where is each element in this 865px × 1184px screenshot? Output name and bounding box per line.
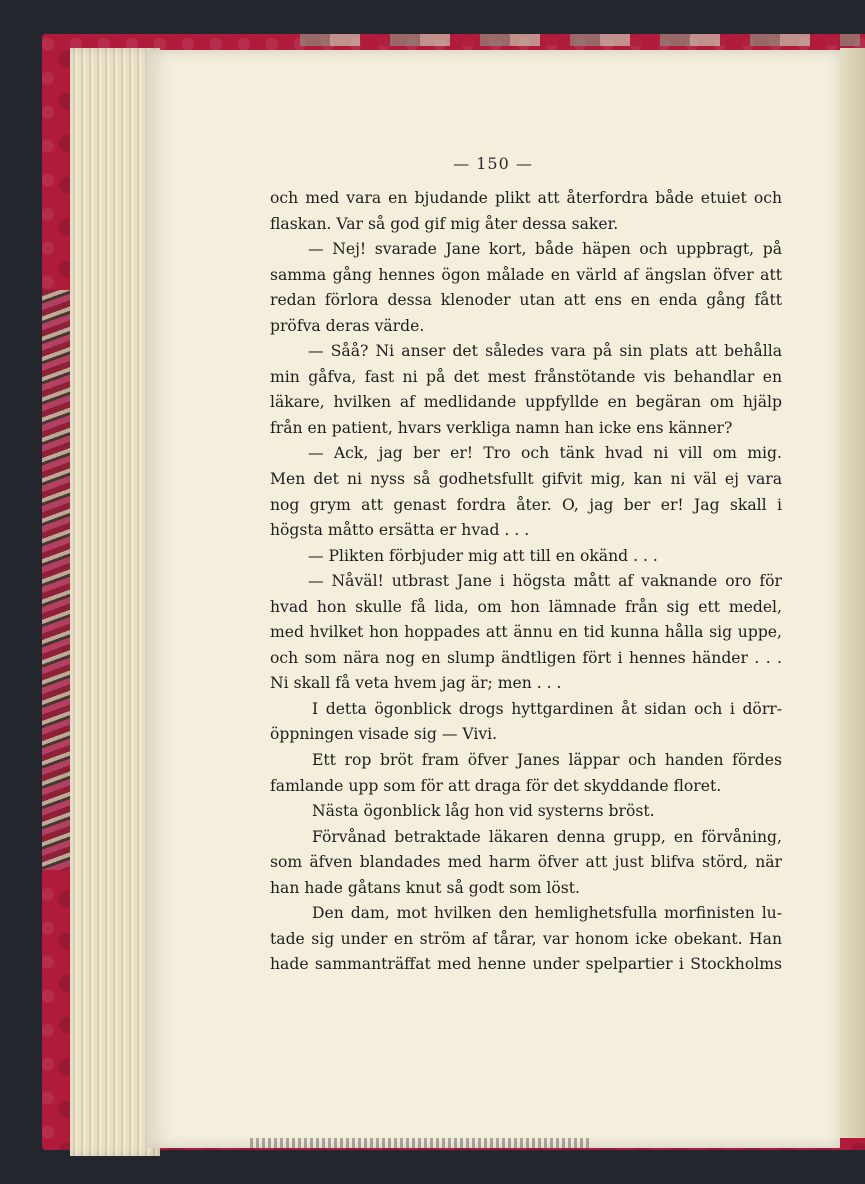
text-line: — Nej! svarade Jane kort, både häpen och uppbragt, på <box>308 240 782 259</box>
text-line: med hvilket hon hoppades att ännu en tid kunna hålla sig uppe, <box>270 623 782 642</box>
text-line: Men det ni nyss så godhetsfullt gifvit mig, kan ni väl ej vara <box>270 470 782 489</box>
text-line: — Plikten förbjuder mig att till en okänd . . . <box>308 546 658 565</box>
text-line: flaskan. Var så god gif mig åter dessa saker. <box>270 214 619 233</box>
page-number: — 150 — <box>453 154 533 173</box>
text-line: pröfva deras värde. <box>270 316 425 335</box>
text-line: nog grym att genast fordra åter. O, jag ber er! Jag skall i <box>270 495 782 514</box>
text-line: som äfven blandades med harm öfver att just blifva störd, när <box>270 853 782 872</box>
text-line: läkare, hvilken af medlidande uppfyllde en begäran om hjälp <box>270 393 782 412</box>
book-page <box>146 50 840 1148</box>
text-line: från en patient, hvars verkliga namn han icke ens känner? <box>270 418 733 437</box>
text-line: samma gång hennes ögon målade en värld af ängslan öfver att <box>270 265 782 284</box>
text-line: högsta måtto ersätta er hvad . . . <box>270 521 530 540</box>
cover-top-band <box>300 34 860 46</box>
next-page-edge <box>840 48 865 1138</box>
text-line: Den dam, mot hvilken den hemlighetsfulla morfinisten lu- <box>312 904 782 923</box>
text-line: han hade gåtans knut så godt som löst. <box>270 878 581 897</box>
show-through-text <box>250 1138 590 1148</box>
text-line: och som nära nog en slump ändtligen fört i hennes händer . . . <box>270 648 782 667</box>
text-line: Förvånad betraktade läkaren denna grupp, en förvåning, <box>312 827 782 846</box>
text-line: — Såå? Ni anser det således vara på sin plats att behålla <box>308 342 782 361</box>
text-line: famlande upp som för att draga för det skyddande floret. <box>270 776 722 795</box>
page-text <box>270 186 782 978</box>
text-line: Nästa ögonblick låg hon vid systerns bröst. <box>312 802 655 821</box>
marbled-edge <box>42 290 72 870</box>
text-line: redan förlora dessa klenoder utan att ens en enda gång fått <box>270 291 782 310</box>
text-line: hade sammanträffat med henne under spelpartier i Stockholms <box>270 955 782 974</box>
text-line: Ni skall få veta hvem jag är; men . . . <box>270 674 562 693</box>
text-line: — Nåväl! utbrast Jane i högsta mått af vaknande oro för <box>308 572 782 591</box>
text-line: och med vara en bjudande plikt att återfordra både etuiet och <box>270 189 782 207</box>
text-line: — Ack, jag ber er! Tro och tänk hvad ni vill om mig. <box>308 444 782 463</box>
text-line: tade sig under en ström af tårar, var honom icke obekant. Han <box>270 929 782 948</box>
text-line: hvad hon skulle få lida, om hon lämnade från sig ett medel, <box>270 597 782 616</box>
text-line: min gåfva, fast ni på det mest frånstötande vis behandlar en <box>270 367 782 386</box>
text-line: I detta ögonblick drogs hyttgardinen åt sidan och i dörr- <box>312 699 782 718</box>
text-line: öppningen visade sig — Vivi. <box>270 725 498 744</box>
text-line: Ett rop bröt fram öfver Janes läppar och handen fördes <box>312 751 782 770</box>
